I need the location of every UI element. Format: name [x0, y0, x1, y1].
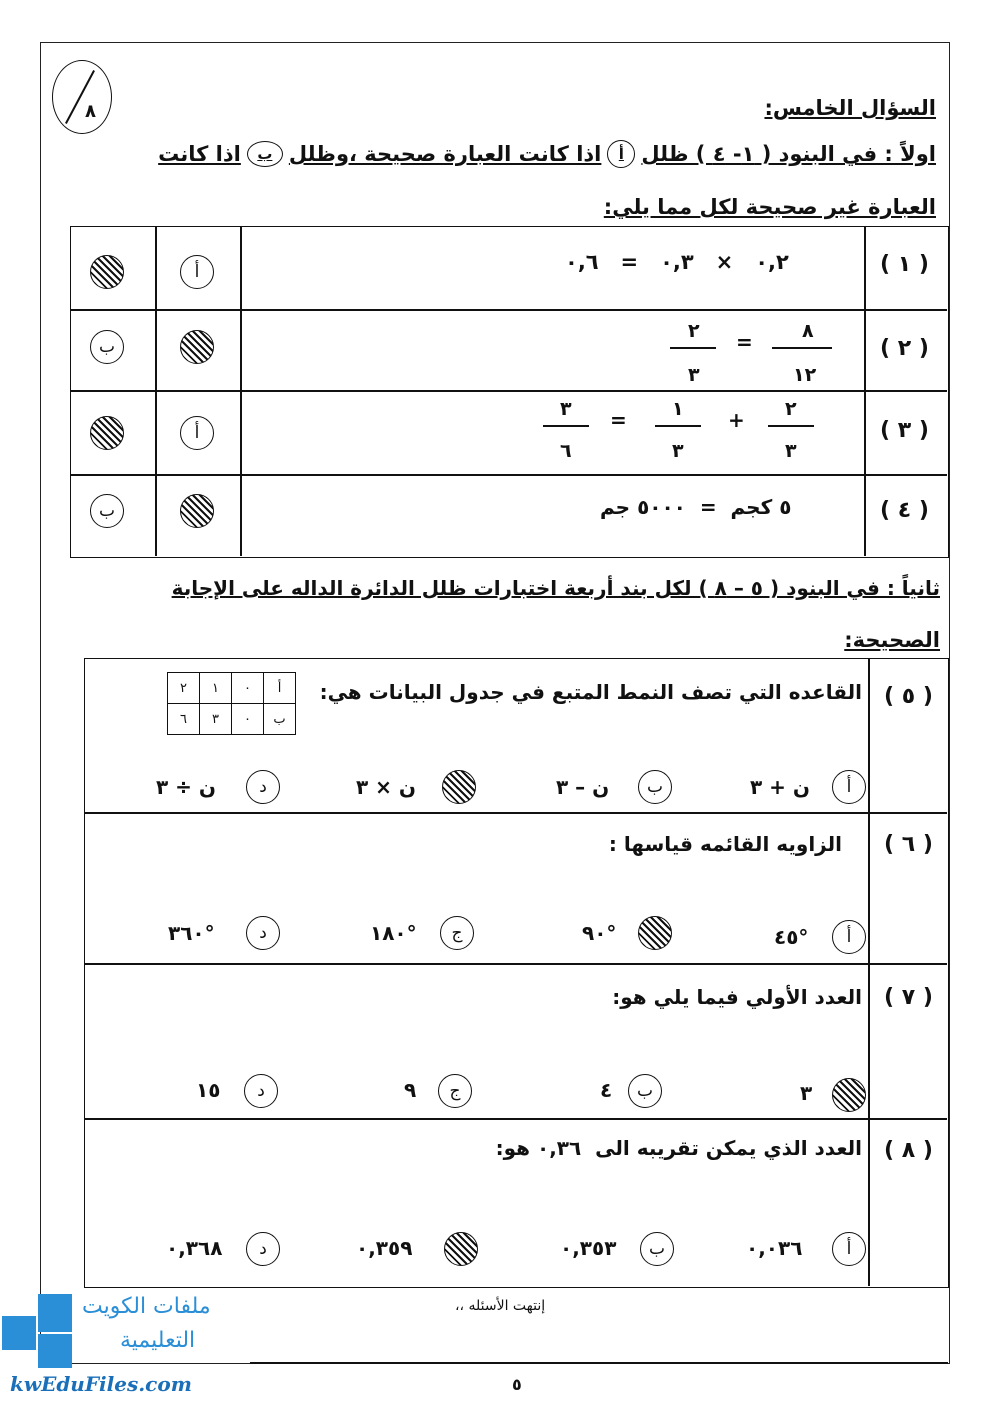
item-3-f2-top: ١ — [672, 398, 684, 420]
q5-table-cell: ٠ — [232, 704, 264, 735]
q7-option-d-text: ١٥ — [196, 1078, 221, 1102]
instr-c-text: اذا كانت — [158, 142, 241, 166]
q5-text: القاعده التي تصف النمط المتبع في جدول البيانات هي: — [319, 680, 862, 704]
q7-option-a-text: ٣ — [800, 1081, 813, 1105]
q5-data-table — [167, 672, 296, 735]
q7-option-c[interactable]: ج — [438, 1074, 472, 1108]
q5-table-cell: ٣ — [200, 704, 232, 735]
watermark-logo — [0, 1290, 250, 1400]
q5-table-cell: ٢ — [168, 673, 200, 704]
q8-text: العدد الذي يمكن تقريبه الى ٠,٣٦ هو: — [495, 1136, 862, 1160]
item-3-number: ( ٣ ) — [880, 418, 929, 443]
q5-table-cell: ١ — [200, 673, 232, 704]
score-value: ٨ — [85, 101, 96, 122]
page-number: ٥ — [512, 1375, 522, 1394]
q8-option-b[interactable]: ب — [640, 1232, 674, 1266]
q5-number: ( ٥ ) — [884, 684, 933, 709]
item-2-true-option[interactable] — [180, 330, 214, 364]
q5-table-cell: أ — [264, 673, 296, 704]
q7-option-d[interactable]: د — [244, 1074, 278, 1108]
item-3-f1-bottom: ٣ — [785, 440, 797, 462]
item-2-fraction-right-bottom: ٣ — [688, 364, 700, 386]
part2-instruction-line1: ثانياً : في البنود ( ٥ – ٨ ) لكل بند أربعة اختبارات ظلل الدائرة الداله على الإجابة — [171, 576, 940, 600]
item-1-true-option[interactable]: أ — [180, 255, 214, 289]
q6-option-b-text: °٩٠ — [582, 921, 617, 945]
item-2-number: ( ٢ ) — [880, 336, 929, 361]
q7-option-a[interactable] — [832, 1078, 866, 1112]
q5-option-a-text: ن + ٣ — [750, 775, 810, 799]
item-3-f3-bottom: ٦ — [560, 440, 572, 462]
item-3-equals: = — [610, 408, 627, 432]
circle-a-icon: أ — [607, 140, 635, 168]
item-3-f2-bottom: ٣ — [672, 440, 684, 462]
q6-option-a-text: °٤٥ — [774, 925, 809, 949]
q5-option-b[interactable]: ب — [638, 770, 672, 804]
q7-option-b-text: ٤ — [600, 1078, 613, 1102]
q8-number: ( ٨ ) — [884, 1138, 933, 1163]
part1-instruction-line1 — [158, 140, 936, 168]
item-4-false-option[interactable]: ب — [90, 494, 124, 528]
item-3-plus: + — [728, 408, 745, 432]
watermark-site: kwEduFiles.com — [10, 1372, 192, 1396]
q5-table-cell: ٠ — [232, 673, 264, 704]
q5-option-d-text: ن ÷ ٣ — [156, 775, 216, 799]
watermark-line1: ملفات الكويت — [82, 1294, 211, 1319]
section-title: السؤال الخامس: — [764, 96, 936, 120]
instr-a-text: اولاً : في البنود ( ١- ٤ ) ظلل — [641, 142, 936, 166]
q5-option-a[interactable]: أ — [832, 770, 866, 804]
q6-number: ( ٦ ) — [884, 832, 933, 857]
q6-option-c-text: °١٨٠ — [370, 921, 417, 945]
q5-table-cell: ب — [264, 704, 296, 735]
item-3-false-option[interactable] — [90, 416, 124, 450]
q7-number: ( ٧ ) — [884, 985, 933, 1010]
score-badge — [52, 60, 112, 134]
item-4-true-option[interactable] — [180, 494, 214, 528]
q7-option-b[interactable]: ب — [628, 1074, 662, 1108]
circle-b-icon: ب — [247, 141, 283, 167]
item-3-f3-top: ٣ — [560, 398, 572, 420]
q5-option-c-text: ن × ٣ — [356, 775, 416, 799]
q7-option-c-text: ٩ — [404, 1078, 417, 1102]
item-1-false-option[interactable] — [90, 255, 124, 289]
q8-option-d-text: ٠,٣٦٨ — [166, 1236, 223, 1260]
item-2-fraction-left-bottom: ١٢ — [793, 364, 817, 386]
item-2-equals: = — [736, 330, 753, 354]
instr-b-text: اذا كانت العبارة صحيحة ،وظلل — [288, 142, 602, 166]
mc-table — [84, 658, 949, 1288]
q8-option-d[interactable]: د — [246, 1232, 280, 1266]
q6-option-a[interactable]: أ — [832, 920, 866, 954]
part1-instruction-line2: العبارة غير صحيحة لكل مما يلي: — [603, 195, 936, 219]
item-2-fraction-right-top: ٢ — [688, 320, 700, 342]
q6-option-b[interactable] — [638, 916, 672, 950]
watermark-blocks-icon — [0, 1290, 75, 1370]
item-2-false-option[interactable]: ب — [90, 330, 124, 364]
item-2-fraction-left-top: ٨ — [802, 320, 814, 342]
item-3-f1-top: ٢ — [785, 398, 797, 420]
q8-option-c-text: ٠,٣٥٩ — [356, 1236, 413, 1260]
item-1-expression: ٠,٢ × ٠,٣ = ٠,٦ — [565, 250, 789, 274]
q8-option-b-text: ٠,٣٥٣ — [560, 1236, 617, 1260]
q6-option-d[interactable]: د — [246, 916, 280, 950]
q6-option-d-text: °٣٦٠ — [168, 921, 215, 945]
q5-option-b-text: ن – ٣ — [556, 775, 610, 799]
part2-instruction-line2: الصحيحة: — [844, 628, 940, 652]
q7-text: العدد الأولي فيما يلي هو: — [612, 985, 862, 1009]
end-text: إنتهت الأسئله ،، — [455, 1298, 546, 1314]
q5-option-c[interactable] — [442, 770, 476, 804]
watermark-line2: التعليمية — [120, 1328, 196, 1353]
q8-option-c[interactable] — [444, 1232, 478, 1266]
q5-table-cell: ٦ — [168, 704, 200, 735]
item-3-true-option[interactable]: أ — [180, 416, 214, 450]
q6-option-c[interactable]: ج — [440, 916, 474, 950]
item-4-number: ( ٤ ) — [880, 498, 929, 523]
q5-option-d[interactable]: د — [246, 770, 280, 804]
item-1-number: ( ١ ) — [880, 252, 929, 277]
q8-option-a-text: ٠,٠٣٦ — [746, 1236, 803, 1260]
q8-option-a[interactable]: أ — [832, 1232, 866, 1266]
item-4-expression: ٥ كجم = ٥٠٠٠ جم — [600, 495, 792, 519]
q6-text: الزاويه القائمه قياسها : — [608, 832, 842, 856]
